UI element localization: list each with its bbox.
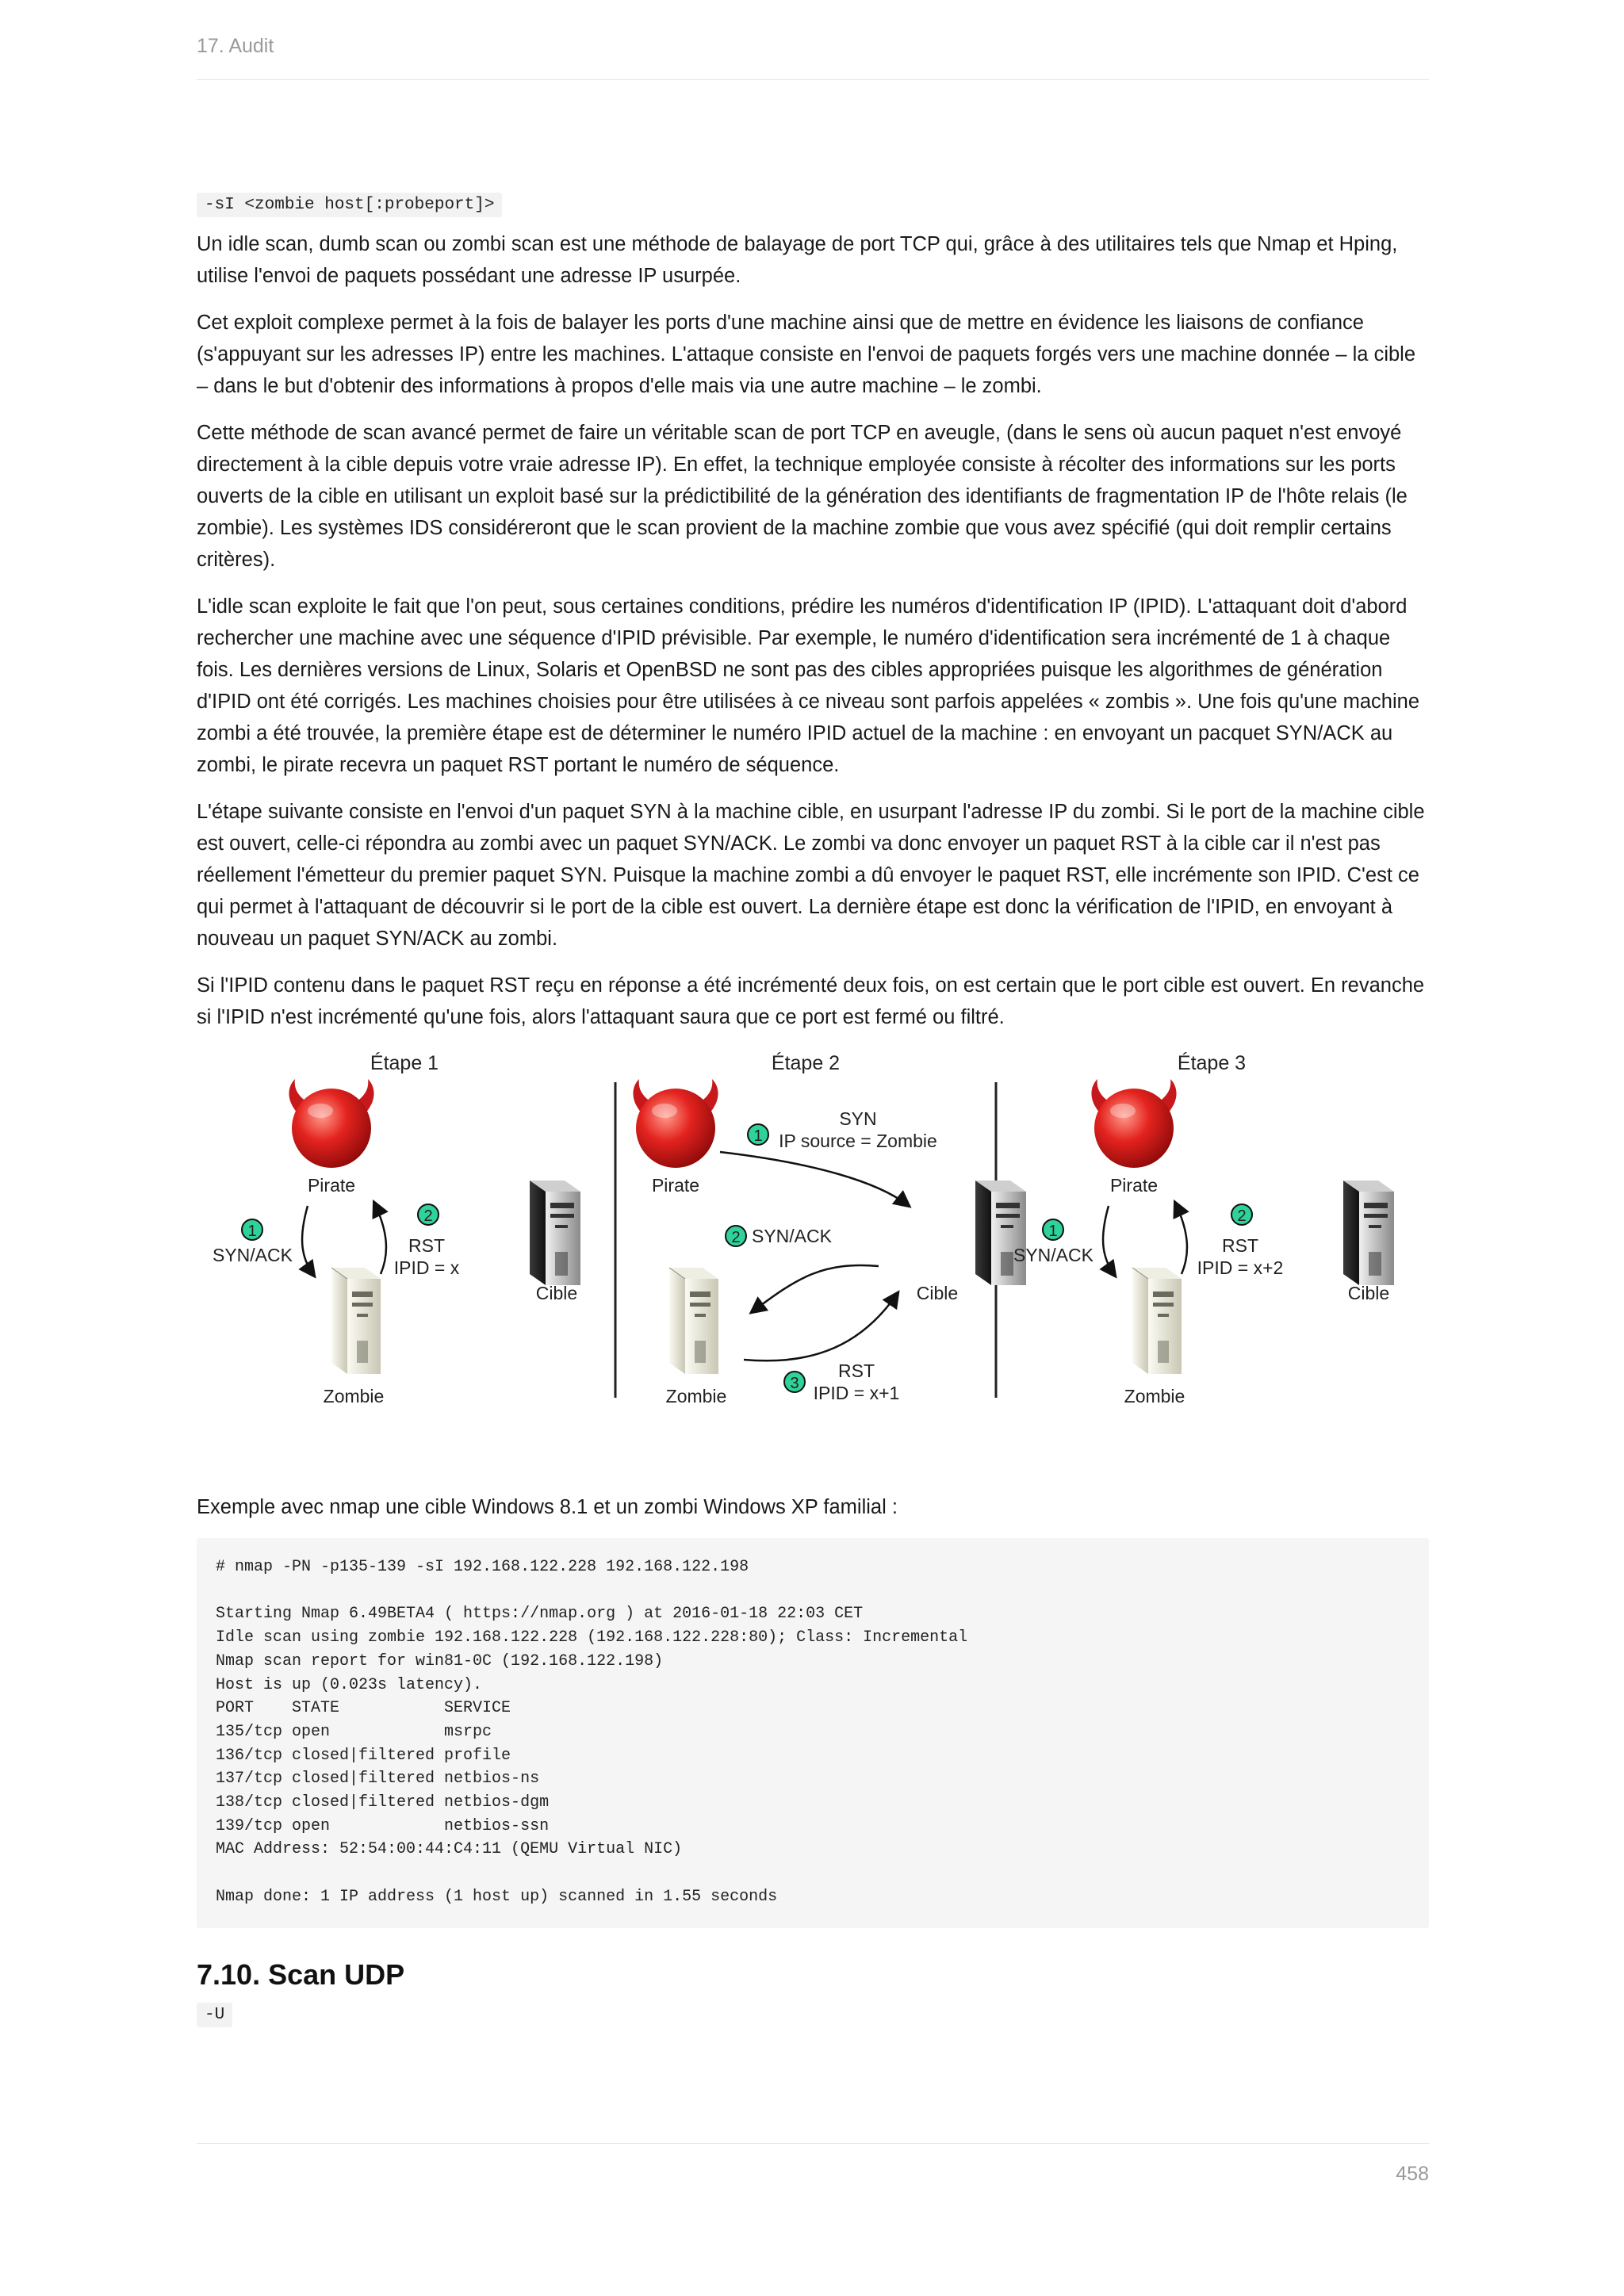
step3-target-label: Cible xyxy=(1347,1283,1390,1303)
step1-rst-label: RST xyxy=(408,1235,445,1256)
step2-target-label: Cible xyxy=(916,1283,959,1303)
step1-title: Étape 1 xyxy=(370,1052,439,1074)
badge-number: 1 xyxy=(247,1223,257,1240)
udp-option-code: -U xyxy=(197,2003,232,2027)
section-title: 7.10. Scan UDP xyxy=(197,1957,405,1991)
badge-number: 1 xyxy=(753,1127,763,1145)
step2-title: Étape 2 xyxy=(771,1052,841,1074)
option-line xyxy=(197,193,1429,217)
server-icon xyxy=(1132,1268,1182,1374)
step3-synack-label: SYN/ACK xyxy=(1013,1245,1094,1265)
option-code: -sI <zombie host[:probeport]> xyxy=(197,193,502,217)
step3-pirate-label: Pirate xyxy=(1109,1175,1159,1196)
step2-ipid-label: IPID = x+1 xyxy=(813,1383,900,1403)
step2-ipsource-label: IP source = Zombie xyxy=(779,1131,937,1151)
code-line: # nmap -PN -p135-139 -sI 192.168.122.228 192.168.122.198 xyxy=(216,1558,749,1576)
step3-title: Étape 3 xyxy=(1177,1052,1247,1074)
server-icon xyxy=(669,1268,718,1374)
code-line xyxy=(216,1862,1410,1885)
badge-number: 2 xyxy=(731,1229,741,1246)
page-content xyxy=(197,193,1429,2027)
udp-option-line xyxy=(197,2003,1429,2027)
step2-synack-label: SYN/ACK xyxy=(752,1226,832,1246)
paragraph: L'idle scan exploite le fait que l'on peut, sous certaines conditions, prédire les numéros d'identification IP (IPID). L'attaquant doit d'abord rechercher une machine avec une séquence d'IPID prévisible. Par exemple, le numéro d'identification sera incrémenté de 1 à chaque fois. Les dernières versions de Linux, Solaris et OpenBSD ne sont pas des cibles appropriées puisque les algorithmes de génération d'IPID ont été corrigés. Les machines choisies pour être utilisées à ce niveau sont parfois appelées « zombis ». Une fois qu'une machine zombi a été trouvée, la première étape est de déterminer le numéro IPID actuel de la machine : en envoyant un pacquet SYN/ACK au zombi, le pirate recevra un paquet RST portant le numéro de séquence. xyxy=(197,595,1420,776)
server-icon xyxy=(331,1268,381,1374)
code-line: Nmap scan report for win81-0C (192.168.122.198) xyxy=(216,1651,664,1670)
code-line: 136/tcp closed|filtered profile xyxy=(216,1746,511,1765)
code-line: 139/tcp open netbios-ssn xyxy=(216,1816,550,1835)
code-line: Starting Nmap 6.49BETA4 ( https://nmap.org ) at 2016-01-18 22:03 CET xyxy=(216,1605,864,1624)
code-block xyxy=(197,1538,1429,1928)
paragraph: Si l'IPID contenu dans le paquet RST reçu en réponse a été incrémenté deux fois, on est certain que le port cible est ouvert. En revanche si l'IPID n'est incrémenté qu'une fois, alors l'attaquant saura que ce port est fermé ou filtré. xyxy=(197,974,1425,1028)
badge-number: 2 xyxy=(1237,1207,1247,1225)
step2-pirate-label: Pirate xyxy=(651,1175,700,1196)
paragraph: Un idle scan, dumb scan ou zombi scan est une méthode de balayage de port TCP qui, grâce à des utilitaires tels que Nmap et Hping, utilise l'envoi de paquets possédant une adresse IP usurpée. xyxy=(197,233,1398,287)
header-divider xyxy=(197,79,1429,80)
step1-pirate-label: Pirate xyxy=(307,1175,356,1196)
code-line xyxy=(216,1579,1410,1603)
code-line: MAC Address: 52:54:00:44:C4:11 (QEMU Virtual NIC) xyxy=(216,1840,683,1859)
example-intro: Exemple avec nmap une cible Windows 8.1 et un zombi Windows XP familial : xyxy=(197,1496,898,1518)
code-line: Idle scan using zombie 192.168.122.228 (192.168.122.228:80); Class: Incremental xyxy=(216,1628,968,1647)
page-number: 458 xyxy=(1396,2163,1429,2185)
idle-scan-diagram-svg xyxy=(197,1050,1429,1471)
code-line: 137/tcp closed|filtered netbios-ns xyxy=(216,1770,540,1789)
step2-rst-label: RST xyxy=(838,1360,875,1381)
idle-scan-diagram xyxy=(197,1050,1429,1471)
step1-synack-label: SYN/ACK xyxy=(213,1245,293,1265)
step1-ipid-label: IPID = x xyxy=(393,1257,460,1278)
paragraph: Cet exploit complexe permet à la fois de balayer les ports d'une machine ainsi que de mettre en évidence les liaisons de confiance (s'appuyant sur les adresses IP) entre les machines. L'attaque consiste en l'envoi de paquets forgés vers une machine donnée – la cible – dans le but d'obtenir des informations à propos d'elle mais via une autre machine – le zombi. xyxy=(197,312,1416,397)
step1-zombie-label: Zombie xyxy=(323,1386,385,1406)
step3-ipid-label: IPID = x+2 xyxy=(1197,1257,1284,1278)
badge-number: 1 xyxy=(1048,1223,1058,1240)
step1-target-label: Cible xyxy=(535,1283,578,1303)
badge-number: 2 xyxy=(423,1207,433,1225)
server-icon xyxy=(1343,1181,1394,1285)
server-icon xyxy=(530,1181,580,1285)
code-line: 135/tcp open msrpc xyxy=(216,1722,492,1741)
step3-zombie-label: Zombie xyxy=(1124,1386,1185,1406)
badge-number: 3 xyxy=(790,1375,799,1392)
code-line: 138/tcp closed|filtered netbios-dgm xyxy=(216,1793,550,1812)
step2-zombie-label: Zombie xyxy=(665,1386,727,1406)
step3-rst-label: RST xyxy=(1222,1235,1258,1256)
step2-syn-label: SYN xyxy=(839,1108,877,1129)
chapter-header: 17. Audit xyxy=(197,35,274,57)
paragraph: L'étape suivante consiste en l'envoi d'un paquet SYN à la machine cible, en usurpant l'adresse IP du zombi. Si le port de la machine cible est ouvert, celle-ci répondra au zombi avec un paquet SYN/ACK. Le zombi va donc envoyer un paquet RST à la cible car il n'est pas réellement l'émetteur du premier paquet SYN. Puisque la machine zombi a dû envoyer le paquet RST, elle incrémente son IPID. C'est ce qui permet à l'attaquant de découvrir si le port de la cible est ouvert. La dernière étape est donc la vérification de l'IPID, en envoyant à nouveau un paquet SYN/ACK au zombi. xyxy=(197,801,1425,950)
code-line: Host is up (0.023s latency). xyxy=(216,1675,483,1694)
paragraph: Cette méthode de scan avancé permet de faire un véritable scan de port TCP en aveugle, (dans le sens où aucun paquet n'est envoyé directement à la cible depuis votre vraie adresse IP). En effet, la technique employée consiste à récolter des informations sur les ports ouverts de la cible en utilisant un exploit basé sur la prédictibilité de la génération des identifiants de fragmentation IP de l'hôte relais (le zombie). Les systèmes IDS considéreront que le scan provient de la machine zombie que vous avez spécifié (qui doit remplir certains critères). xyxy=(197,422,1408,571)
code-line: Nmap done: 1 IP address (1 host up) scanned in 1.55 seconds xyxy=(216,1887,778,1906)
server-icon xyxy=(975,1181,1026,1285)
footer-divider xyxy=(197,2143,1429,2144)
code-line: PORT STATE SERVICE xyxy=(216,1699,511,1718)
